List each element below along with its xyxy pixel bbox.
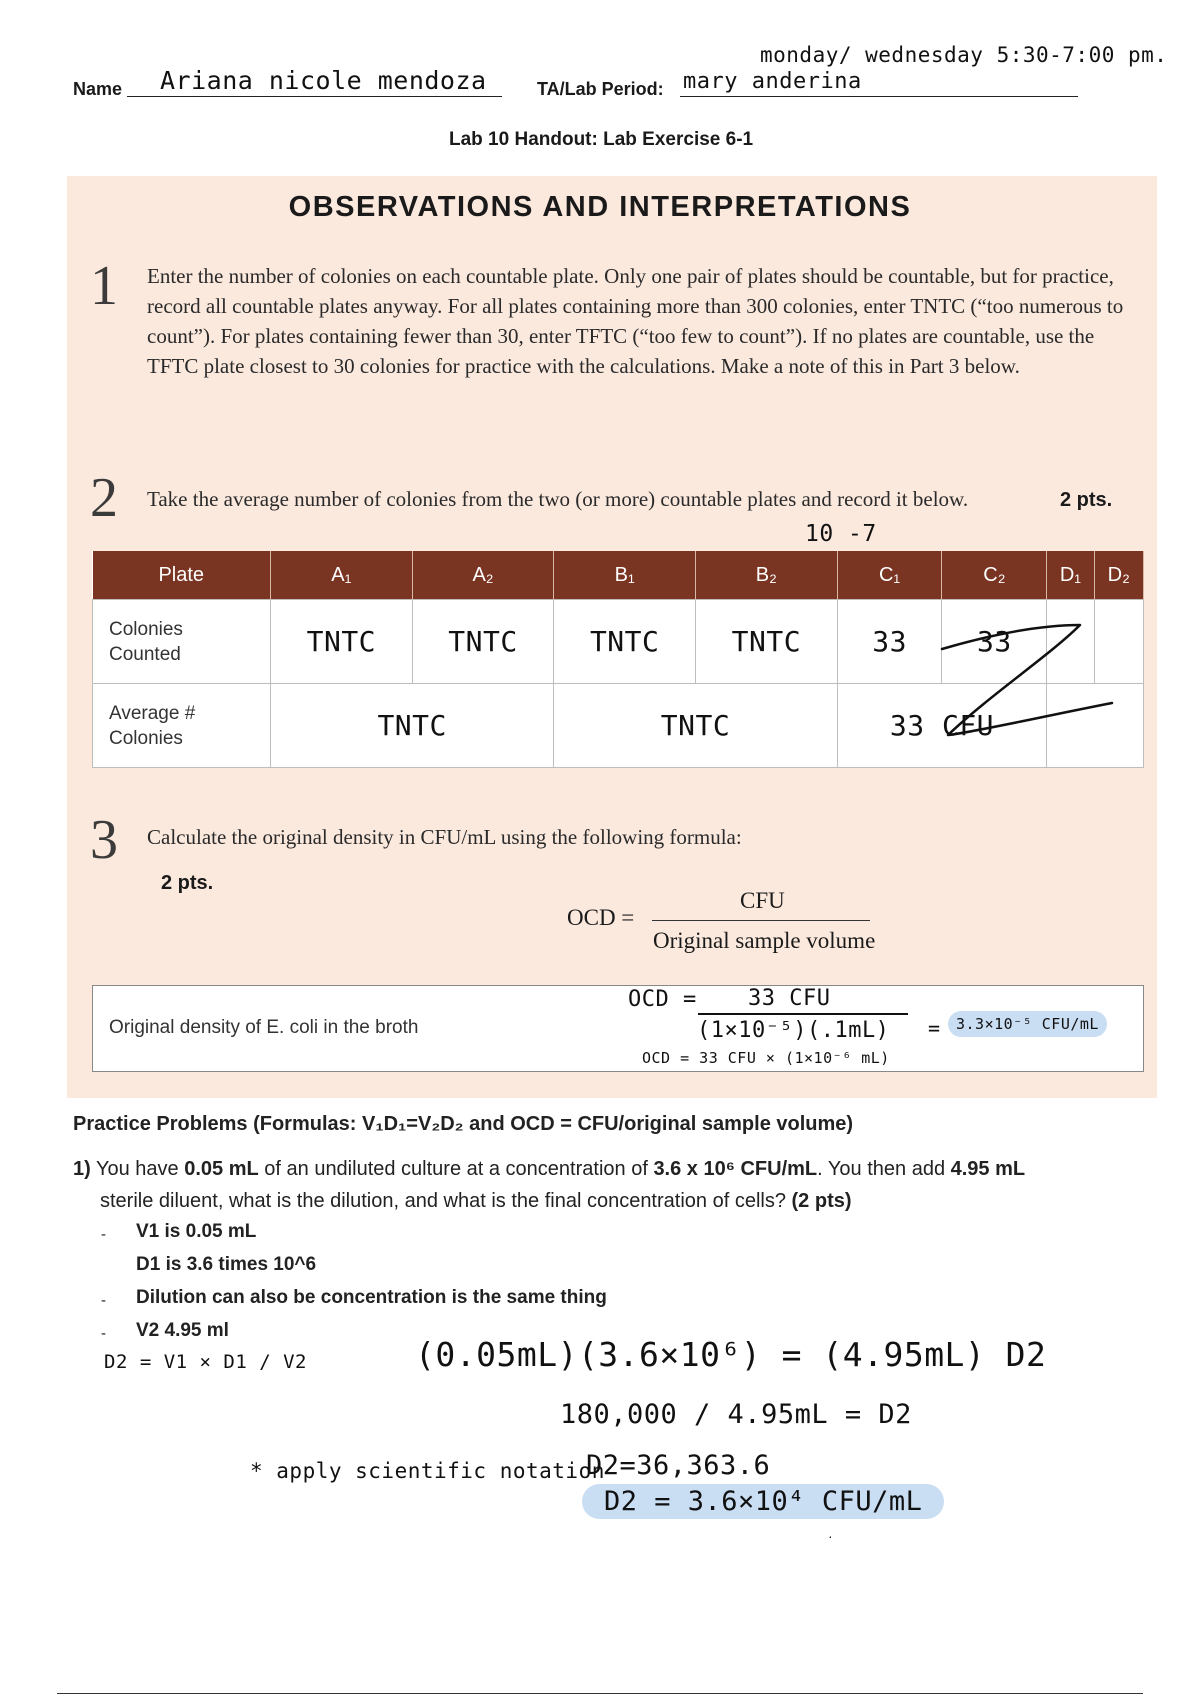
question-1-line-2: [100, 1190, 852, 1213]
step-3-number: 3: [90, 809, 118, 871]
note-item: Dilution can also be concentration is the same thing: [136, 1287, 607, 1308]
density-label: Original density of E. coli in the broth: [109, 1017, 419, 1038]
work-equation-1: (0.05mL)(3.6×10⁶) = (4.95mL) D2: [415, 1335, 1047, 1374]
question-1-line-1: [73, 1158, 1173, 1181]
step-3-text: Calculate the original density in CFU/mL using the following formula:: [147, 825, 742, 849]
count-cell: 33: [837, 600, 942, 684]
count-cell: 33: [942, 600, 1047, 684]
stray-dot: ·: [828, 1528, 833, 1544]
fraction-bar: [652, 920, 870, 921]
table-header-row: [93, 551, 1144, 600]
question-text: . You then add: [817, 1158, 951, 1180]
question-number: 1): [73, 1158, 91, 1180]
step-2-number: 2: [90, 467, 118, 529]
formula-lhs: OCD =: [567, 905, 635, 930]
question-text: of an undiluted culture at a concentration of: [258, 1158, 654, 1180]
count-cell: TNTC: [696, 600, 838, 684]
bullet-dash: -: [101, 1325, 106, 1342]
bullet-dash: -: [101, 1292, 106, 1309]
formula-denominator: Original sample volume: [653, 928, 876, 953]
work-equation-2: 180,000 / 4.95mL = D2: [560, 1399, 912, 1430]
ta-label: TA/Lab Period:: [537, 79, 664, 99]
row-label-line: Counted: [109, 643, 181, 665]
row-label-line: Colonies: [109, 618, 183, 640]
note-item: D1 is 3.6 times 10^6: [136, 1254, 317, 1275]
page-bottom-rule: [57, 1693, 1143, 1694]
density-work-denominator: (1×10⁻⁵)(.1mL): [697, 1018, 890, 1043]
question-value: 0.05 mL: [184, 1158, 259, 1180]
bullet-dash: -: [101, 1226, 106, 1243]
step-1-text: Enter the number of colonies on each countable plate. Only one pair of plates should be countable, but for practice, record all countable plates anyway. For all plates containing more than 300 colonies, enter TNTC (“too numerous to count”). For plates containing fewer than 30, enter TFTC (“too few to count”). If no plates are countable, use the TFTC plate closest to 30 colonies for practice with the calculations. Make a note of this in Part 3 below.: [147, 264, 1124, 378]
name-line: [127, 96, 502, 97]
question-value: 4.95 mL: [950, 1158, 1026, 1180]
header-cell: C₁: [837, 551, 942, 600]
question-text: sterile diluent, what is the dilution, and what is the final concentration of cells?: [100, 1190, 786, 1212]
step-2-text: Take the average number of colonies from the two (or more) countable plates and record it below.: [147, 487, 969, 511]
practice-heading-formulas: (Formulas: V₁D₁=V₂D₂ and OCD = CFU/original sample volume): [247, 1113, 854, 1135]
density-fraction-bar: [698, 1013, 908, 1015]
header-cell: Plate: [93, 551, 271, 600]
count-cell: TNTC: [554, 600, 696, 684]
row-label-average: [93, 684, 271, 768]
density-work-line-2: OCD = 33 CFU × (1×10⁻⁶ mL): [642, 1049, 890, 1067]
header-cell: A₂: [412, 551, 554, 600]
lab-period-value: monday/ wednesday 5:30-7:00 pm.: [760, 43, 1168, 67]
handout-title: Lab 10 Handout: Lab Exercise 6-1: [449, 129, 754, 150]
ta-line: [680, 96, 1078, 97]
header-cell: D₂: [1094, 551, 1143, 600]
note-item: V1 is 0.05 mL: [136, 1221, 257, 1242]
header-cell: A₁: [271, 551, 413, 600]
practice-heading-bold: Practice Problems: [73, 1113, 248, 1135]
row-label-line: Average #: [109, 702, 196, 724]
header-cell: B₁: [554, 551, 696, 600]
question-points: (2 pts): [791, 1190, 852, 1212]
density-work-equals: =: [928, 1016, 941, 1040]
row-label-line: Colonies: [109, 727, 183, 749]
formula-numerator: CFU: [740, 888, 785, 913]
name-label: Name: [73, 79, 123, 99]
section-heading: OBSERVATIONS AND INTERPRETATIONS: [288, 191, 912, 223]
name-value: Ariana nicole mendoza: [160, 66, 487, 95]
density-result: 3.3×10⁻⁵ CFU/mL: [948, 1011, 1107, 1037]
header-cell: B₂: [696, 551, 838, 600]
row-label-colonies-counted: [93, 600, 271, 684]
question-text: You have: [96, 1158, 185, 1180]
work-d2-formula: D2 = V1 × D1 / V2: [104, 1351, 307, 1373]
step-3-points: 2 pts.: [161, 872, 214, 894]
header-cell: C₂: [942, 551, 1047, 600]
count-cell: TNTC: [271, 600, 413, 684]
strike-through-mark: [930, 605, 1130, 765]
dilution-note: 10 -7: [805, 521, 877, 547]
step-2-points: 2 pts.: [1060, 489, 1113, 511]
work-equation-3: D2=36,363.6: [586, 1450, 771, 1481]
count-cell: TNTC: [412, 600, 554, 684]
header-cell: D₁: [1047, 551, 1094, 600]
density-work-lhs: OCD =: [628, 987, 697, 1012]
ta-value: mary anderina: [683, 69, 862, 94]
work-note: * apply scientific notation: [250, 1459, 605, 1483]
average-cell: 33 CFU: [837, 684, 1047, 768]
practice-heading: [73, 1113, 853, 1136]
note-item: V2 4.95 ml: [136, 1320, 229, 1341]
average-cell: TNTC: [554, 684, 837, 768]
step-1-number: 1: [90, 255, 118, 317]
work-answer: D2 = 3.6×10⁴ CFU/mL: [582, 1484, 944, 1519]
question-value: 3.6 x 10⁶ CFU/mL: [653, 1158, 818, 1180]
average-cell: TNTC: [271, 684, 554, 768]
density-work-numerator: 33 CFU: [748, 986, 831, 1011]
